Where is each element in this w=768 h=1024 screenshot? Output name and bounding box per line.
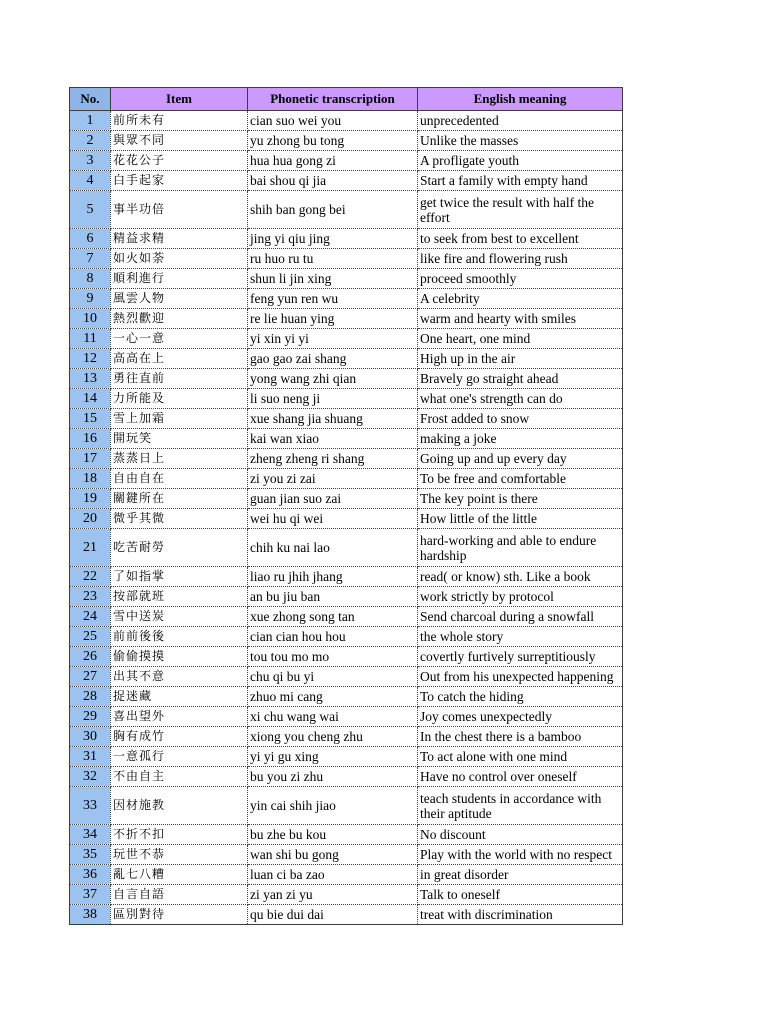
- english-meaning-cell: teach students in accordance with their aptitude: [418, 787, 623, 825]
- phonetic-cell: bai shou qi jia: [248, 171, 418, 191]
- phonetic-cell: yong wang zhi qian: [248, 369, 418, 389]
- idiom-cell: 玩世不恭: [111, 845, 248, 865]
- header-row: [70, 88, 623, 111]
- idiom-cell: 了如指掌: [111, 567, 248, 587]
- row-number-cell: 31: [70, 747, 111, 767]
- idiom-table: [69, 87, 623, 925]
- phonetic-cell: yi yi gu xing: [248, 747, 418, 767]
- idiom-cell: 前前後後: [111, 627, 248, 647]
- english-meaning-cell: get twice the result with half the effort: [418, 191, 623, 229]
- phonetic-cell: re lie huan ying: [248, 309, 418, 329]
- english-meaning-cell: like fire and flowering rush: [418, 249, 623, 269]
- table-row: [70, 707, 623, 727]
- idiom-cell: 出其不意: [111, 667, 248, 687]
- phonetic-cell: kai wan xiao: [248, 429, 418, 449]
- idiom-cell: 偷偷摸摸: [111, 647, 248, 667]
- idiom-cell: 亂七八糟: [111, 865, 248, 885]
- english-meaning-cell: One heart, one mind: [418, 329, 623, 349]
- table-row: [70, 825, 623, 845]
- idiom-cell: 順利進行: [111, 269, 248, 289]
- row-number-cell: 32: [70, 767, 111, 787]
- row-number-cell: 14: [70, 389, 111, 409]
- idiom-cell: 關鍵所在: [111, 489, 248, 509]
- row-number-cell: 24: [70, 607, 111, 627]
- phonetic-cell: cian suo wei you: [248, 111, 418, 131]
- english-meaning-cell: No discount: [418, 825, 623, 845]
- idiom-cell: 自由自在: [111, 469, 248, 489]
- table-row: [70, 529, 623, 567]
- row-number-cell: 10: [70, 309, 111, 329]
- idiom-cell: 事半功倍: [111, 191, 248, 229]
- table-row: [70, 449, 623, 469]
- idiom-cell: 熱烈歡迎: [111, 309, 248, 329]
- row-number-cell: 11: [70, 329, 111, 349]
- table-row: [70, 469, 623, 489]
- idiom-cell: 自言自語: [111, 885, 248, 905]
- english-meaning-cell: In the chest there is a bamboo: [418, 727, 623, 747]
- phonetic-cell: xue shang jia shuang: [248, 409, 418, 429]
- idiom-cell: 前所未有: [111, 111, 248, 131]
- phonetic-cell: zheng zheng ri shang: [248, 449, 418, 469]
- table-row: [70, 607, 623, 627]
- phonetic-cell: jing yi qiu jing: [248, 229, 418, 249]
- row-number-cell: 37: [70, 885, 111, 905]
- english-meaning-cell: The key point is there: [418, 489, 623, 509]
- phonetic-cell: li suo neng ji: [248, 389, 418, 409]
- table-row: [70, 171, 623, 191]
- english-meaning-cell: Bravely go straight ahead: [418, 369, 623, 389]
- english-meaning-cell: treat with discrimination: [418, 905, 623, 925]
- row-number-cell: 18: [70, 469, 111, 489]
- row-number-cell: 33: [70, 787, 111, 825]
- table-row: [70, 289, 623, 309]
- row-number-cell: 3: [70, 151, 111, 171]
- row-number-cell: 26: [70, 647, 111, 667]
- english-meaning-cell: proceed smoothly: [418, 269, 623, 289]
- english-meaning-cell: To catch the hiding: [418, 687, 623, 707]
- english-meaning-cell: How little of the little: [418, 509, 623, 529]
- table-row: [70, 131, 623, 151]
- phonetic-cell: cian cian hou hou: [248, 627, 418, 647]
- table-row: [70, 229, 623, 249]
- phonetic-cell: xiong you cheng zhu: [248, 727, 418, 747]
- english-meaning-cell: Frost added to snow: [418, 409, 623, 429]
- table-row: [70, 767, 623, 787]
- row-number-cell: 22: [70, 567, 111, 587]
- idiom-cell: 開玩笑: [111, 429, 248, 449]
- row-number-cell: 28: [70, 687, 111, 707]
- english-meaning-cell: Have no control over oneself: [418, 767, 623, 787]
- english-meaning-cell: covertly furtively surreptitiously: [418, 647, 623, 667]
- row-number-cell: 12: [70, 349, 111, 369]
- idiom-cell: 力所能及: [111, 389, 248, 409]
- english-meaning-cell: read( or know) sth. Like a book: [418, 567, 623, 587]
- phonetic-cell: feng yun ren wu: [248, 289, 418, 309]
- header-english: English meaning: [418, 88, 623, 111]
- phonetic-cell: tou tou mo mo: [248, 647, 418, 667]
- row-number-cell: 30: [70, 727, 111, 747]
- row-number-cell: 20: [70, 509, 111, 529]
- english-meaning-cell: hard-working and able to endure hardship: [418, 529, 623, 567]
- idiom-cell: 精益求精: [111, 229, 248, 249]
- table-row: [70, 627, 623, 647]
- english-meaning-cell: Unlike the masses: [418, 131, 623, 151]
- phonetic-cell: hua hua gong zi: [248, 151, 418, 171]
- table-row: [70, 727, 623, 747]
- idiom-cell: 白手起家: [111, 171, 248, 191]
- row-number-cell: 4: [70, 171, 111, 191]
- row-number-cell: 25: [70, 627, 111, 647]
- table-row: [70, 429, 623, 449]
- table-row: [70, 151, 623, 171]
- idiom-cell: 雪中送炭: [111, 607, 248, 627]
- phonetic-cell: guan jian suo zai: [248, 489, 418, 509]
- phonetic-cell: xue zhong song tan: [248, 607, 418, 627]
- english-meaning-cell: in great disorder: [418, 865, 623, 885]
- english-meaning-cell: work strictly by protocol: [418, 587, 623, 607]
- table-row: [70, 905, 623, 925]
- row-number-cell: 23: [70, 587, 111, 607]
- row-number-cell: 19: [70, 489, 111, 509]
- phonetic-cell: an bu jiu ban: [248, 587, 418, 607]
- phonetic-cell: chu qi bu yi: [248, 667, 418, 687]
- phonetic-cell: gao gao zai shang: [248, 349, 418, 369]
- row-number-cell: 17: [70, 449, 111, 469]
- table-row: [70, 249, 623, 269]
- idiom-cell: 風雲人物: [111, 289, 248, 309]
- idiom-cell: 勇往直前: [111, 369, 248, 389]
- row-number-cell: 9: [70, 289, 111, 309]
- row-number-cell: 21: [70, 529, 111, 567]
- phonetic-cell: wan shi bu gong: [248, 845, 418, 865]
- idiom-cell: 雪上加霜: [111, 409, 248, 429]
- table-row: [70, 667, 623, 687]
- row-number-cell: 38: [70, 905, 111, 925]
- row-number-cell: 15: [70, 409, 111, 429]
- phonetic-cell: bu zhe bu kou: [248, 825, 418, 845]
- english-meaning-cell: To act alone with one mind: [418, 747, 623, 767]
- header-no: No.: [70, 88, 111, 111]
- phonetic-cell: wei hu qi wei: [248, 509, 418, 529]
- row-number-cell: 5: [70, 191, 111, 229]
- table-row: [70, 747, 623, 767]
- table-row: [70, 587, 623, 607]
- idiom-cell: 不折不扣: [111, 825, 248, 845]
- idiom-cell: 花花公子: [111, 151, 248, 171]
- table-row: [70, 647, 623, 667]
- table-row: [70, 885, 623, 905]
- idiom-cell: 一心一意: [111, 329, 248, 349]
- idiom-cell: 因材施教: [111, 787, 248, 825]
- english-meaning-cell: Start a family with empty hand: [418, 171, 623, 191]
- row-number-cell: 35: [70, 845, 111, 865]
- table-row: [70, 369, 623, 389]
- phonetic-cell: zhuo mi cang: [248, 687, 418, 707]
- english-meaning-cell: Send charcoal during a snowfall: [418, 607, 623, 627]
- table-row: [70, 389, 623, 409]
- table-row: [70, 269, 623, 289]
- phonetic-cell: luan ci ba zao: [248, 865, 418, 885]
- row-number-cell: 16: [70, 429, 111, 449]
- english-meaning-cell: Out from his unexpected happening: [418, 667, 623, 687]
- phonetic-cell: qu bie dui dai: [248, 905, 418, 925]
- idiom-cell: 區別對待: [111, 905, 248, 925]
- english-meaning-cell: to seek from best to excellent: [418, 229, 623, 249]
- idiom-cell: 喜出望外: [111, 707, 248, 727]
- idiom-cell: 捉迷藏: [111, 687, 248, 707]
- phonetic-cell: shun li jin xing: [248, 269, 418, 289]
- table-row: [70, 349, 623, 369]
- table-row: [70, 509, 623, 529]
- table-row: [70, 845, 623, 865]
- english-meaning-cell: Going up and up every day: [418, 449, 623, 469]
- table-row: [70, 865, 623, 885]
- phonetic-cell: yin cai shih jiao: [248, 787, 418, 825]
- row-number-cell: 36: [70, 865, 111, 885]
- english-meaning-cell: Joy comes unexpectedly: [418, 707, 623, 727]
- table-row: [70, 309, 623, 329]
- idiom-cell: 胸有成竹: [111, 727, 248, 747]
- idiom-cell: 一意孤行: [111, 747, 248, 767]
- row-number-cell: 27: [70, 667, 111, 687]
- english-meaning-cell: warm and hearty with smiles: [418, 309, 623, 329]
- phonetic-cell: ru huo ru tu: [248, 249, 418, 269]
- header-phonetic: Phonetic transcription: [248, 88, 418, 111]
- row-number-cell: 6: [70, 229, 111, 249]
- english-meaning-cell: unprecedented: [418, 111, 623, 131]
- idiom-cell: 高高在上: [111, 349, 248, 369]
- phonetic-cell: liao ru jhih jhang: [248, 567, 418, 587]
- idiom-cell: 吃苦耐勞: [111, 529, 248, 567]
- row-number-cell: 7: [70, 249, 111, 269]
- english-meaning-cell: making a joke: [418, 429, 623, 449]
- header-item: Item: [111, 88, 248, 111]
- english-meaning-cell: Talk to oneself: [418, 885, 623, 905]
- phonetic-cell: bu you zi zhu: [248, 767, 418, 787]
- idiom-cell: 微乎其微: [111, 509, 248, 529]
- idiom-cell: 蒸蒸日上: [111, 449, 248, 469]
- table-row: [70, 687, 623, 707]
- english-meaning-cell: what one's strength can do: [418, 389, 623, 409]
- phonetic-cell: yi xin yi yi: [248, 329, 418, 349]
- phonetic-cell: chih ku nai lao: [248, 529, 418, 567]
- phonetic-cell: yu zhong bu tong: [248, 131, 418, 151]
- row-number-cell: 13: [70, 369, 111, 389]
- table-row: [70, 329, 623, 349]
- english-meaning-cell: To be free and comfortable: [418, 469, 623, 489]
- row-number-cell: 1: [70, 111, 111, 131]
- phonetic-cell: shih ban gong bei: [248, 191, 418, 229]
- row-number-cell: 29: [70, 707, 111, 727]
- english-meaning-cell: the whole story: [418, 627, 623, 647]
- table-row: [70, 409, 623, 429]
- idiom-cell: 按部就班: [111, 587, 248, 607]
- table-row: [70, 787, 623, 825]
- phonetic-cell: zi you zi zai: [248, 469, 418, 489]
- table-row: [70, 489, 623, 509]
- idiom-cell: 如火如荼: [111, 249, 248, 269]
- row-number-cell: 2: [70, 131, 111, 151]
- phonetic-cell: zi yan zi yu: [248, 885, 418, 905]
- english-meaning-cell: High up in the air: [418, 349, 623, 369]
- english-meaning-cell: A celebrity: [418, 289, 623, 309]
- phonetic-cell: xi chu wang wai: [248, 707, 418, 727]
- english-meaning-cell: A profligate youth: [418, 151, 623, 171]
- table-row: [70, 191, 623, 229]
- table-row: [70, 567, 623, 587]
- english-meaning-cell: Play with the world with no respect: [418, 845, 623, 865]
- idiom-cell: 不由自主: [111, 767, 248, 787]
- table-row: [70, 111, 623, 131]
- row-number-cell: 8: [70, 269, 111, 289]
- row-number-cell: 34: [70, 825, 111, 845]
- idiom-cell: 與眾不同: [111, 131, 248, 151]
